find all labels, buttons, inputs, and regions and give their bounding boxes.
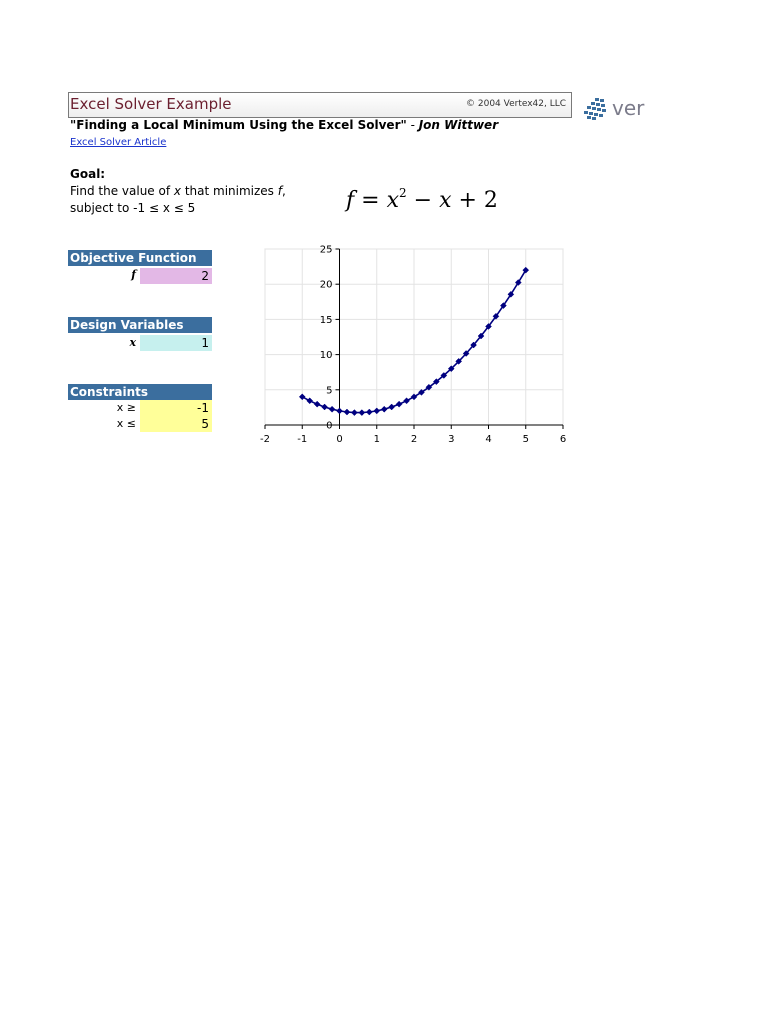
design-variable-label: x	[129, 336, 136, 349]
y-tick-label: 15	[319, 314, 333, 326]
eq-plus-two: + 2	[451, 188, 498, 213]
y-tick-label: 0	[326, 420, 333, 432]
goal-heading: Goal:	[70, 167, 106, 181]
eq-x2: x	[439, 188, 452, 213]
logo-text-value: ver	[612, 96, 645, 120]
goal-text-mid: that minimizes	[181, 184, 278, 198]
x-tick-label: 3	[448, 434, 455, 445]
vertex42-logo-icon	[581, 96, 611, 122]
x-tick-label: 5	[522, 434, 529, 445]
subtitle-dash: -	[406, 118, 419, 132]
x-tick-label: -2	[260, 434, 270, 445]
eq-equals: =	[354, 188, 387, 213]
excel-solver-article-link[interactable]: Excel Solver Article	[70, 137, 167, 148]
copyright-text: © 2004 Vertex42, LLC	[466, 99, 567, 109]
y-tick-label: 5	[326, 385, 333, 397]
goal-var-f: f	[277, 184, 282, 198]
subtitle-author: Jon Wittwer	[418, 118, 499, 132]
goal-line-2: subject to -1 ≤ x ≤ 5	[70, 201, 196, 215]
objective-value-cell[interactable]: 2	[140, 268, 212, 284]
design-variable-cell[interactable]: 1	[140, 335, 212, 351]
eq-exponent: 2	[399, 186, 407, 200]
goal-text-end: ,	[281, 184, 286, 198]
subtitle	[70, 118, 498, 132]
y-tick-label: 25	[319, 244, 333, 256]
constraint-lower-label: x ≥	[116, 401, 136, 414]
objective-equation	[346, 188, 498, 213]
eq-minus: −	[406, 188, 440, 213]
constraint-upper-label: x ≤	[116, 417, 136, 430]
x-tick-label: 2	[410, 434, 418, 445]
y-tick-label: 10	[319, 350, 333, 362]
subtitle-quote: "Finding a Local Minimum Using the Excel Solver"	[70, 118, 407, 132]
constraint-lower-cell[interactable]: -1	[140, 400, 212, 416]
constraints-header: Constraints	[68, 384, 212, 400]
goal-var-x: x	[173, 184, 181, 198]
y-tick-label: 20	[319, 279, 333, 291]
goal-text: Find the value of	[70, 184, 174, 198]
objective-label: f	[131, 268, 136, 281]
page-title: Excel Solver Example	[70, 95, 232, 113]
objective-chart	[250, 238, 580, 456]
x-tick-label: 0	[336, 434, 343, 445]
x-tick-label: 6	[559, 434, 567, 445]
x-tick-label: -1	[297, 434, 308, 445]
eq-f: f	[346, 188, 355, 213]
x-tick-label: 4	[485, 434, 492, 445]
objective-function-header: Objective Function	[68, 250, 212, 266]
design-variables-header: Design Variables	[68, 317, 212, 333]
eq-x: x	[386, 188, 399, 213]
constraint-upper-cell[interactable]: 5	[140, 416, 212, 432]
logo-text	[612, 96, 644, 120]
goal-line-1	[70, 184, 286, 198]
x-tick-label: 1	[373, 434, 380, 445]
